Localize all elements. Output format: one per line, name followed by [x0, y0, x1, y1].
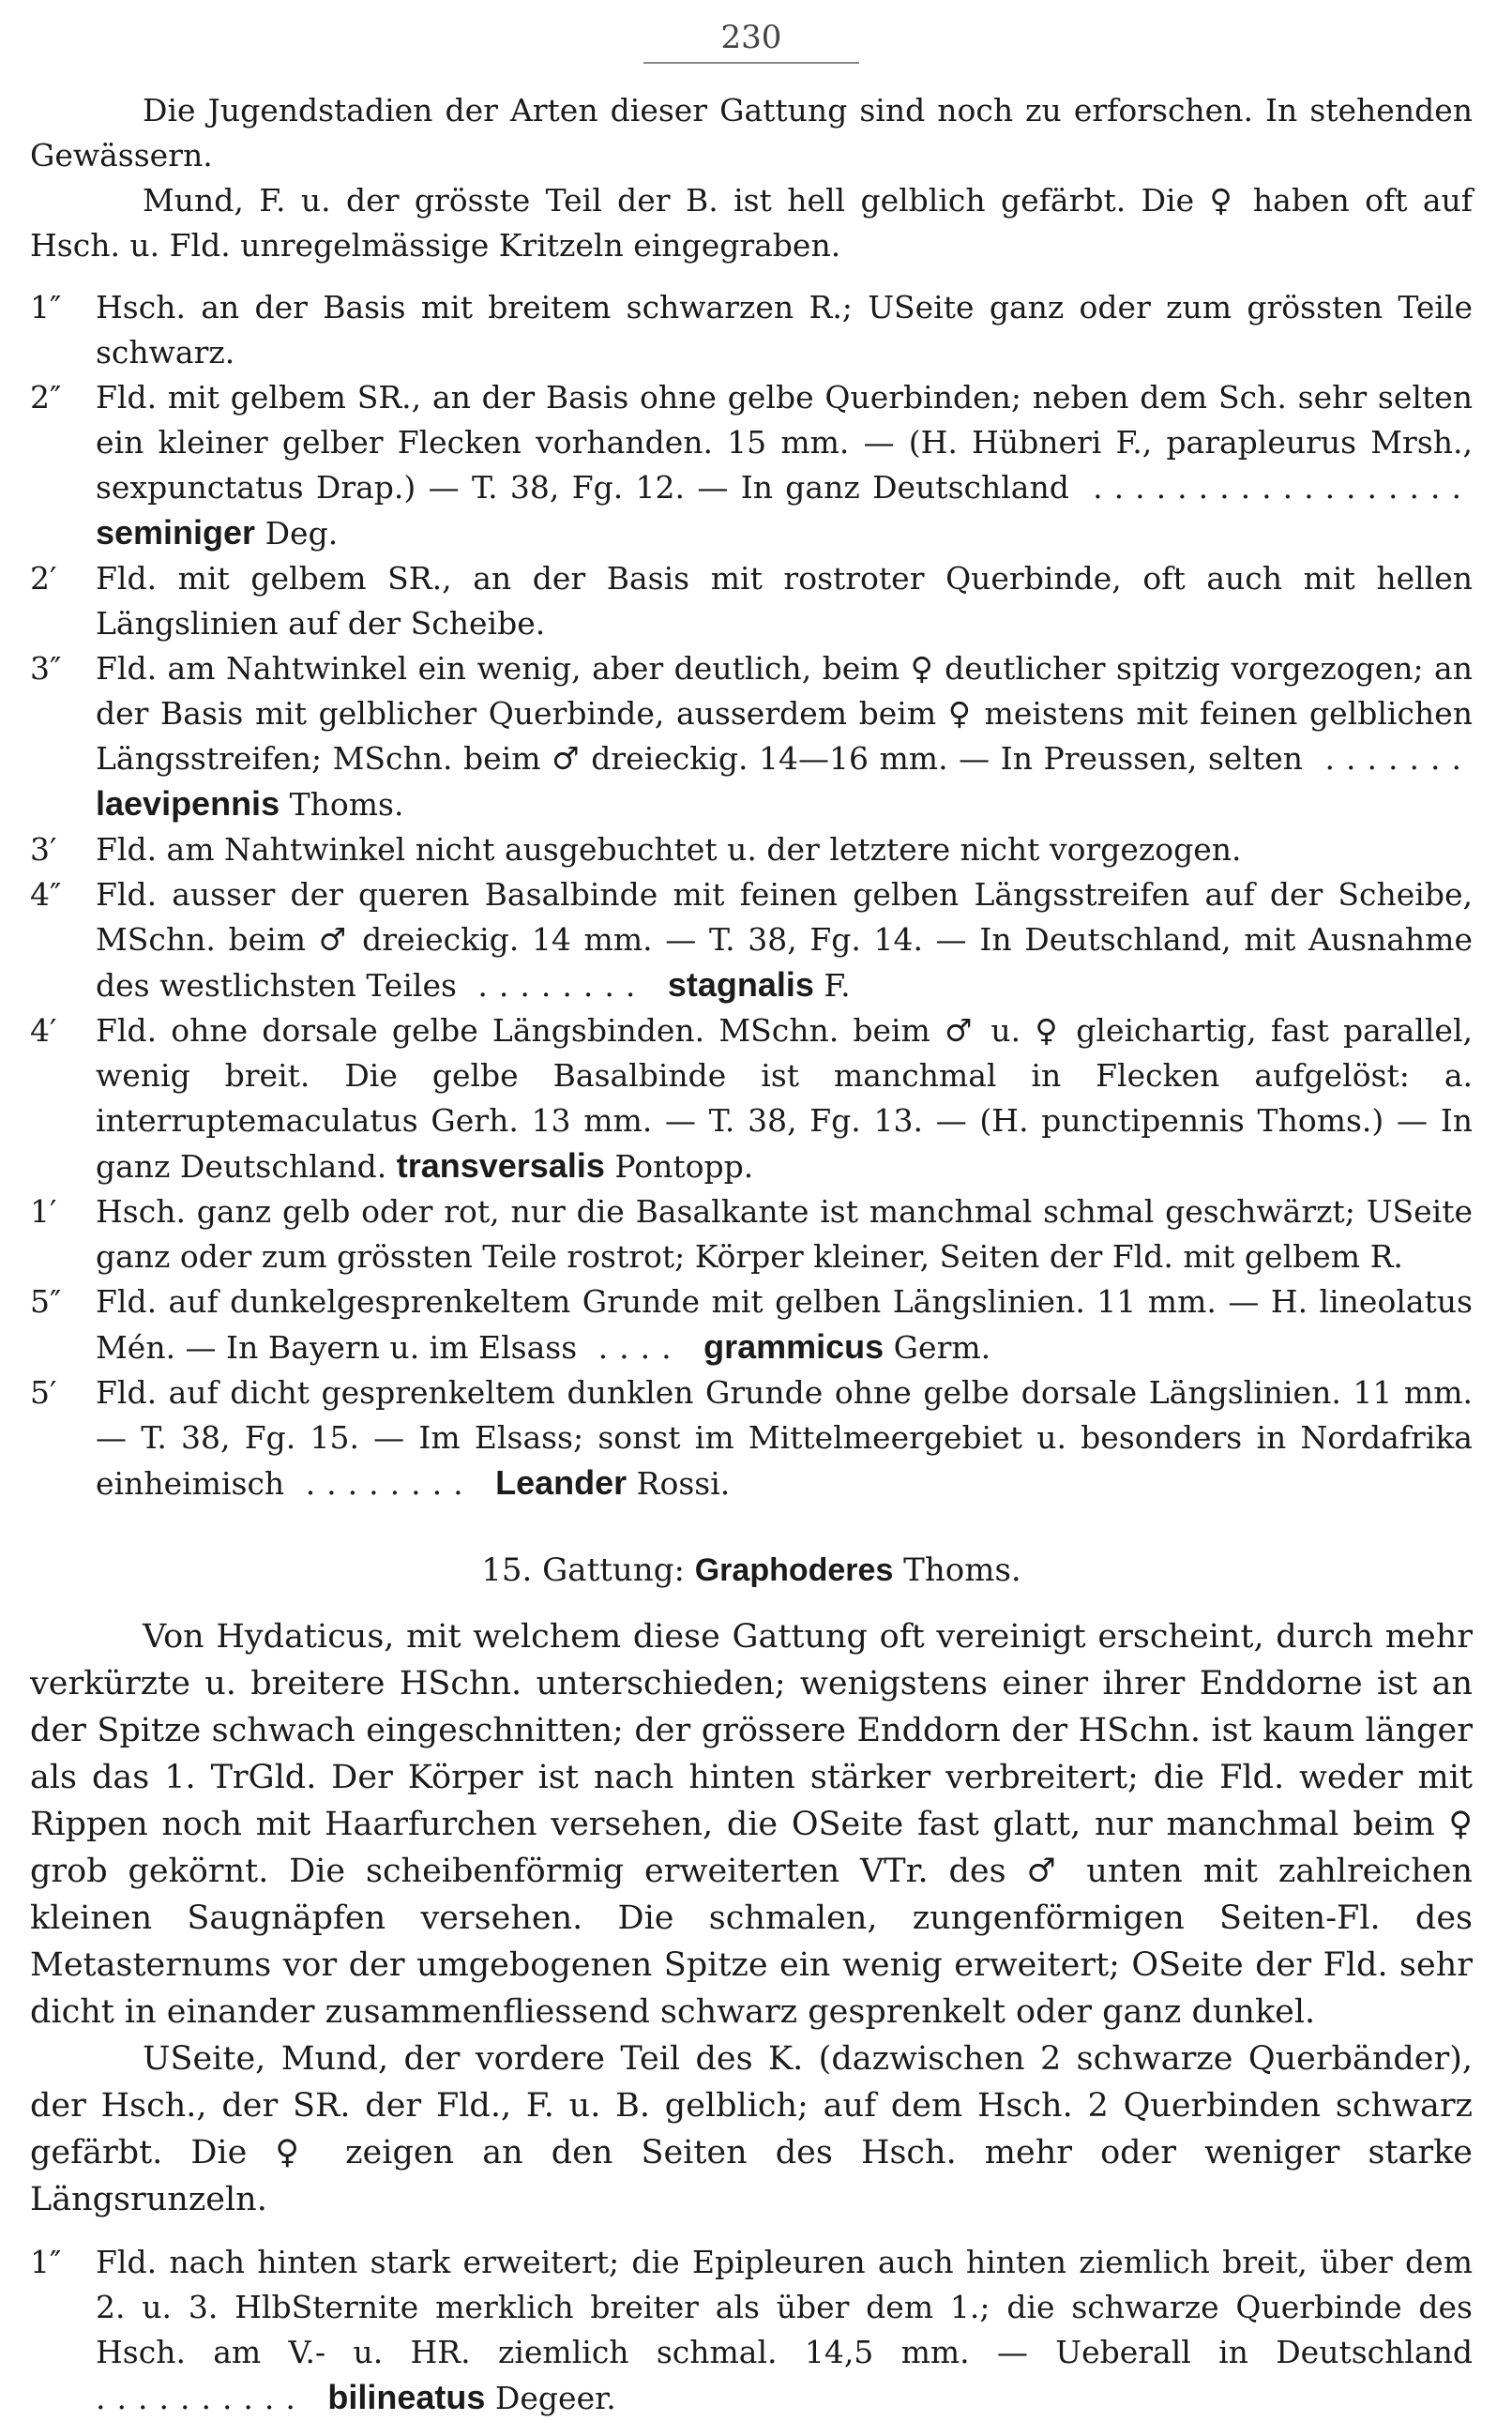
header-rule [643, 62, 859, 64]
leader-dots: .......... [96, 2380, 328, 2416]
key-entry [30, 1189, 1473, 1279]
key-entry-number: 2′ [30, 560, 57, 597]
key-entry-text: Fld. auf dunkelgesprenkeltem Grunde mit gelben Längslinien. 11 mm. — H. lineolatus Mén. — In Bayern u. im Elsass [96, 1283, 1473, 1366]
species-author: Degeer. [494, 2380, 616, 2416]
species-author: Germ. [893, 1329, 991, 1366]
genus-heading [30, 1544, 1473, 1596]
species-name: stagnalis [667, 965, 814, 1004]
species-author: Rossi. [636, 1465, 731, 1502]
key-entry-text: Fld. am Nahtwinkel ein wenig, aber deutlich, beim ♀ deutlicher spitzig vorgezogen; an der Basis mit gelblicher Querbinde, ausserdem beim ♀ meistens mit feinen gelblichen Längsstreifen; MSchn. beim ♂ dreieckig. 14—16 mm. — In Preussen, selten [96, 650, 1473, 777]
key-entry-number: 3′ [30, 831, 57, 868]
key-entry-number: 3″ [30, 650, 62, 687]
species-name: Leander [495, 1463, 627, 1502]
genus-author: Thoms. [903, 1551, 1021, 1589]
key-entry [30, 285, 1473, 375]
species-name: bilineatus [327, 2378, 486, 2416]
key-entry [30, 1370, 1473, 1506]
key-entry [30, 827, 1473, 872]
spacer [30, 268, 1473, 285]
identification-key [30, 2240, 1473, 2421]
key-entry [30, 2240, 1473, 2421]
key-entry-text: Fld. auf dicht gesprenkeltem dunklen Grunde ohne gelbe dorsale Längslinien. 11 mm. — T. 38, Fg. 15. — Im Elsass; sonst im Mittelmeergebiet u. besonders in Nordafrika einheimisch [96, 1374, 1473, 1502]
key-entry-number: 1″ [30, 2244, 62, 2280]
species-name: seminiger [96, 513, 256, 552]
key-entry-number: 1″ [30, 289, 62, 325]
key-entry-number: 5″ [30, 1283, 62, 1320]
spacer [30, 1596, 1473, 1613]
leader-dots: .... [577, 1329, 704, 1366]
genus-heading-prefix: 15. Gattung: [481, 1551, 685, 1589]
species-author: Deg. [265, 515, 339, 552]
key-entry-text: Fld. ausser der queren Basalbinde mit feinen gelben Längsstreifen auf der Scheibe, MSchn. beim ♂ dreieckig. 14 mm. — T. 38, Fg. 14. — In Deutschland, mit Ausnahme des westlichsten Teiles [96, 876, 1473, 1004]
leader-dots: ....... [1303, 740, 1473, 777]
leader-dots: .................. [1068, 469, 1473, 506]
intro-paragraph: Mund, F. u. der grösste Teil der B. ist hell gelblich gefärbt. Die ♀ haben oft auf Hsch. u. Fld. unregelmässige Kritzeln eingegraben. [30, 182, 1473, 264]
key-entry-number: 5′ [30, 1374, 57, 1411]
genus-name: Graphoderes [694, 1552, 894, 1588]
species-name: grammicus [703, 1327, 885, 1366]
key-entry-text: Fld. ohne dorsale gelbe Längsbinden. MSchn. beim ♂ u. ♀ gleichartig, fast parallel, wenig breit. Die gelbe Basalbinde ist manchmal in Flecken aufgelöst: a. interruptemaculatus Gerh. 13 mm. — T. 38, Fg. 13. — (H. punctipennis Thoms.) — In ganz Deutschland. [96, 1012, 1473, 1185]
species-author: Thoms. [289, 786, 404, 823]
key-entry-text: Fld. am Nahtwinkel nicht ausgebuchtet u. der letztere nicht vorgezogen. [96, 831, 1242, 868]
key-entry-number: 2″ [30, 379, 62, 416]
key-entry-text: Hsch. ganz gelb oder rot, nur die Basalkante ist manchmal schmal geschwärzt; USeite ganz oder zum grössten Teile rostrot; Körper kleiner, Seiten der Fld. mit gelbem R. [96, 1193, 1473, 1275]
spacer [30, 2223, 1473, 2240]
leader-dots: ........ [456, 967, 668, 1004]
key-entry-text: Fld. mit gelbem SR., an der Basis ohne gelbe Querbinden; neben dem Sch. sehr selten ein kleiner gelber Flecken vorhanden. 15 mm. — (H. Hübneri F., parapleurus Mrsh., sexpunctatus Drap.) — T. 38, Fg. 12. — In ganz Deutschland [96, 379, 1473, 506]
key-entry-number: 1′ [30, 1193, 57, 1230]
species-author: F. [824, 967, 851, 1004]
key-entry-text: Fld. mit gelbem SR., an der Basis mit rostroter Querbinde, oft auch mit hellen Längslinien auf der Scheibe. [96, 560, 1473, 642]
species-name: laevipennis [96, 784, 280, 823]
identification-key [30, 285, 1473, 1506]
key-entry [30, 872, 1473, 1008]
key-entry-number: 4′ [30, 1012, 57, 1049]
key-entry [30, 1279, 1473, 1370]
key-entry-text: Fld. nach hinten stark erweitert; die Epipleuren auch hinten ziemlich breit, über dem 2. u. 3. HlbSternite merklich breiter als über dem 1.; die schwarze Querbinde des Hsch. am V.- u. HR. ziemlich schmal. 14,5 mm. — Ueberall in Deutschland [96, 2244, 1473, 2370]
key-entry-number: 4″ [30, 876, 62, 913]
key-entry [30, 646, 1473, 827]
key-entry-text: Hsch. an der Basis mit breitem schwarzen R.; USeite ganz oder zum grössten Teile schwarz. [96, 289, 1473, 371]
intro-paragraph: Die Jugendstadien der Arten dieser Gattung sind noch zu erforschen. In stehenden Gewässern. [30, 92, 1473, 174]
genus-description: Von Hydaticus, mit welchem diese Gattung oft vereinigt erscheint, durch mehr verkürzte u. breitere HSchn. unterschieden; wenigstens einer ihrer Enddorne ist an der Spitze schwach eingeschnitten; der grössere Enddorn der HSchn. ist kaum länger als das 1. TrGld. Der Körper ist nach hinten stärker verbreitert; die Fld. weder mit Rippen noch mit Haarfurchen versehen, die OSeite fast glatt, nur manchmal beim ♀ grob gekörnt. Die scheibenförmig erweiterten VTr. des ♂ unten mit zahlreichen kleinen Saugnäpfen versehen. Die schmalen, zungenförmigen Seiten-Fl. des Metasternums vor der umgebogenen Spitze ein wenig erweitert; OSeite der Fld. sehr dicht in einander zusammenfliessend schwarz gesprenkelt oder ganz dunkel. [30, 1618, 1473, 2031]
spacer [30, 1506, 1473, 1544]
page-number: 230 [720, 19, 782, 56]
key-entry [30, 556, 1473, 646]
genus-description: USeite, Mund, der vordere Teil des K. (dazwischen 2 schwarze Querbänder), der Hsch., der SR. der Fld., F. u. B. gelblich; auf dem Hsch. 2 Querbinden schwarz gefärbt. Die ♀ zeigen an den Seiten des Hsch. mehr oder weniger starke Längsrunzeln. [30, 2040, 1473, 2218]
species-author: Pontopp. [614, 1148, 754, 1185]
leader-dots: ........ [284, 1465, 496, 1502]
key-entry [30, 375, 1473, 556]
species-name: transversalis [396, 1146, 605, 1185]
key-entry [30, 1008, 1473, 1189]
